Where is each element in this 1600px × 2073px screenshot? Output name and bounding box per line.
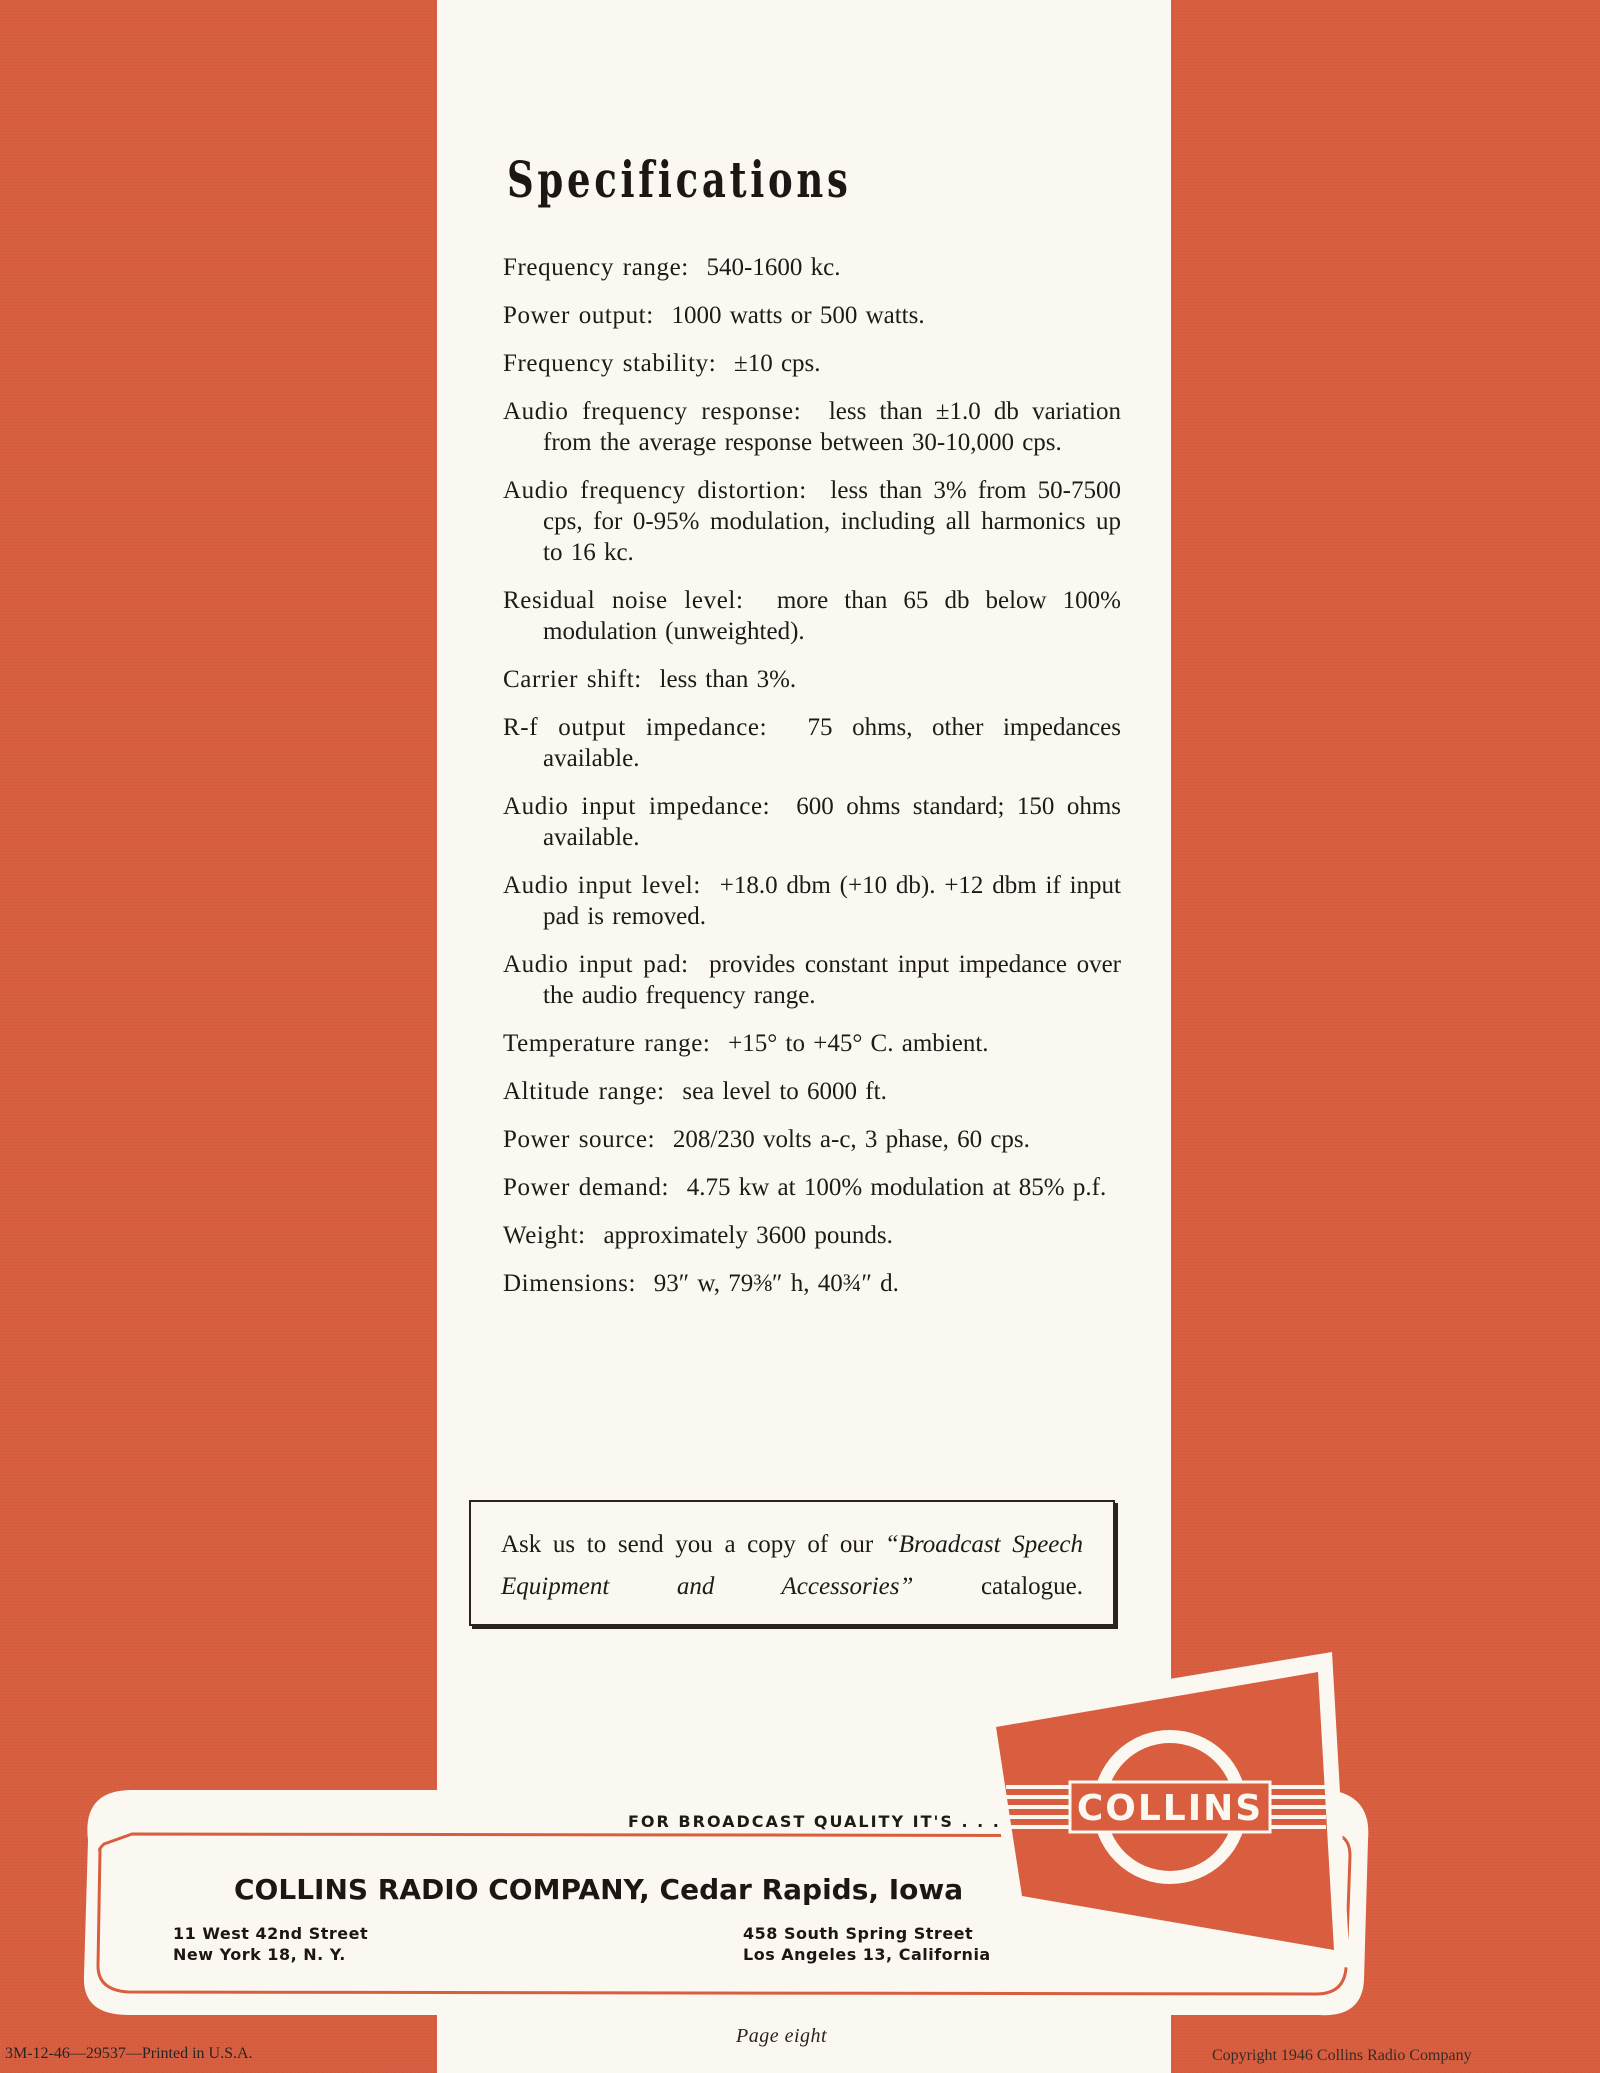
spec-label: Residual noise level: xyxy=(503,587,744,614)
spec-item xyxy=(503,664,1121,695)
spec-item xyxy=(503,585,1121,647)
spec-item xyxy=(503,1028,1121,1059)
los-angeles-address xyxy=(743,1923,991,1965)
footer-frame xyxy=(0,1580,1600,2040)
spec-label: Power output: xyxy=(503,302,654,329)
catalog-offer-prefix: Ask us to send you a copy of our xyxy=(501,1531,885,1558)
spec-label: Carrier shift: xyxy=(503,666,642,693)
spec-value: 208/230 volts a-c, 3 phase, 60 cps. xyxy=(672,1126,1030,1153)
spec-label: Altitude range: xyxy=(503,1078,665,1105)
spec-value: 75 ohms, other impedances available. xyxy=(543,714,1121,772)
specifications-list xyxy=(503,252,1121,1316)
spec-label: Temperature range: xyxy=(503,1030,711,1057)
catalog-title: “Broadcast Speech Equipment and Accessories” xyxy=(501,1531,1083,1600)
spec-label: Audio input pad: xyxy=(503,951,689,978)
spec-label: Audio input impedance: xyxy=(503,793,771,820)
print-code: 3M-12-46—29537—Printed in U.S.A. xyxy=(5,2045,253,2062)
spec-value: +18.0 dbm (+10 db). +12 dbm if input pad is removed. xyxy=(543,872,1121,930)
spec-value: 93″ w, 79⅜″ h, 40¾″ d. xyxy=(653,1270,899,1297)
ny-address-line: New York 18, N. Y. xyxy=(173,1945,346,1964)
spec-value: less than 3% from 50-7500 cps, for 0-95% modulation, including all harmonics up to 16 kc. xyxy=(543,477,1121,566)
company-name: COLLINS RADIO COMPANY, Cedar Rapids, Iowa xyxy=(234,1873,964,1906)
spec-item xyxy=(503,712,1121,774)
spec-item xyxy=(503,1124,1121,1155)
spec-label: Weight: xyxy=(503,1222,586,1249)
spec-value: less than ±1.0 db variation from the average response between 30-10,000 cps. xyxy=(543,398,1121,456)
spec-label: Audio frequency response: xyxy=(503,398,802,425)
copyright: Copyright 1946 Collins Radio Company xyxy=(1212,2047,1472,2064)
spec-label: Power source: xyxy=(503,1126,656,1153)
spec-item xyxy=(503,300,1121,331)
spec-value: sea level to 6000 ft. xyxy=(682,1078,887,1105)
spec-value: provides constant input impedance over the audio frequency range. xyxy=(543,951,1121,1009)
spec-label: Audio input level: xyxy=(503,872,701,899)
spec-value: ±10 cps. xyxy=(733,350,821,377)
spec-value: 600 ohms standard; 150 ohms available. xyxy=(543,793,1121,851)
spec-value: approximately 3600 pounds. xyxy=(603,1222,893,1249)
spec-value: +15° to +45° C. ambient. xyxy=(728,1030,989,1057)
spec-item xyxy=(503,396,1121,458)
spec-item xyxy=(503,949,1121,1011)
spec-item xyxy=(503,348,1121,379)
spec-value: more than 65 db below 100% modulation (unweighted). xyxy=(543,587,1121,645)
la-address-line: Los Angeles 13, California xyxy=(743,1945,991,1964)
spec-item xyxy=(503,1268,1121,1299)
page-number: Page eight xyxy=(736,2025,828,2047)
catalog-offer-suffix: catalogue. xyxy=(913,1573,1083,1600)
spec-label: Power demand: xyxy=(503,1174,670,1201)
page-title: Specifications xyxy=(507,150,852,209)
la-address-line: 458 South Spring Street xyxy=(743,1924,974,1943)
spec-item xyxy=(503,1220,1121,1251)
spec-label: Frequency stability: xyxy=(503,350,717,377)
spec-value: 4.75 kw at 100% modulation at 85% p.f. xyxy=(686,1174,1107,1201)
spec-label: Frequency range: xyxy=(503,254,689,281)
spec-label: R-f output impedance: xyxy=(503,714,768,741)
spec-value: 540-1600 kc. xyxy=(706,254,841,281)
tagline: FOR BROADCAST QUALITY IT'S . . . xyxy=(628,1812,1001,1831)
spec-item xyxy=(503,475,1121,568)
new-york-address xyxy=(173,1923,368,1965)
spec-item xyxy=(503,791,1121,853)
spec-item xyxy=(503,870,1121,932)
spec-item xyxy=(503,1172,1121,1203)
spec-label: Audio frequency distortion: xyxy=(503,477,807,504)
spec-item xyxy=(503,1076,1121,1107)
ny-address-line: 11 West 42nd Street xyxy=(173,1924,369,1943)
spec-value: less than 3%. xyxy=(659,666,797,693)
spec-label: Dimensions: xyxy=(503,1270,636,1297)
spec-value: 1000 watts or 500 watts. xyxy=(671,302,925,329)
spec-item xyxy=(503,252,1121,283)
collins-logo-text: COLLINS xyxy=(1076,1788,1264,1829)
